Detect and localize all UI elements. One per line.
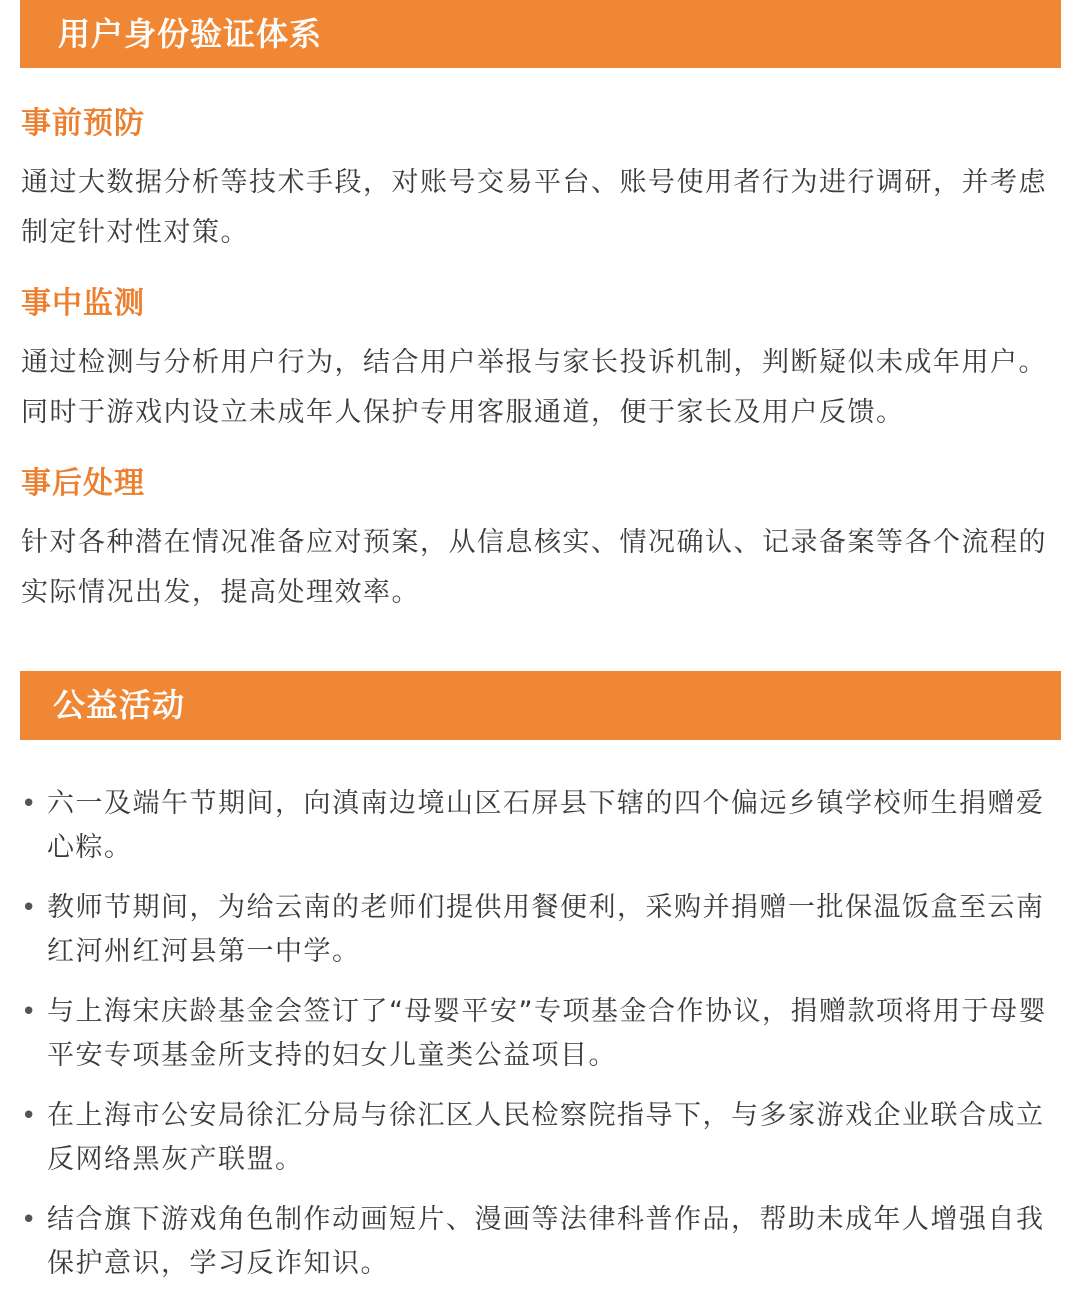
section-title: 用户身份验证体系 [58,15,323,53]
paragraph-prevention: 通过大数据分析等技术手段，对账号交易平台、账号使用者行为进行调研，并考虑制定针对性对策。 [21,167,1047,248]
list-item-text: 结合旗下游戏角色制作动画短片、漫画等法律科普作品，帮助未成年人增强自我保护意识，学习反诈知识。 [47,1204,1045,1279]
list-item-text: 在上海市公安局徐汇分局与徐汇区人民检察院指导下，与多家游戏企业联合成立反网络黑灰产联盟。 [47,1100,1045,1175]
paragraph-monitoring: 通过检测与分析用户行为，结合用户举报与家长投诉机制，判断疑似未成年用户。同时于游戏内设立未成年人保护专用客服通道，便于家长及用户反馈。 [21,347,1047,428]
bullet-icon: • [21,1101,38,1131]
list-item [20,782,1065,870]
list-item-text: 与上海宋庆龄基金会签订了“母婴平安”专项基金合作协议，捐赠款项将用于母婴平安专项基金所支持的妇女儿童类公益项目。 [47,996,1047,1071]
section-banner-public-welfare [20,671,1061,740]
welfare-activity-list [20,782,1065,1302]
bullet-icon: • [21,1205,38,1235]
subheading-prevention: 事前预防 [21,106,145,141]
list-item [20,886,1065,974]
section-banner-identity-verification [20,0,1061,68]
paragraph-handling: 针对各种潜在情况准备应对预案，从信息核实、情况确认、记录备案等各个流程的实际情况出发，提高处理效率。 [21,527,1047,608]
bullet-icon: • [21,893,38,923]
list-item [20,1198,1065,1286]
list-item-text: 六一及端午节期间，向滇南边境山区石屏县下辖的四个偏远乡镇学校师生捐赠爱心粽。 [47,788,1045,863]
list-item-text: 教师节期间，为给云南的老师们提供用餐便利，采购并捐赠一批保温饭盒至云南红河州红河县第一中学。 [47,892,1045,967]
list-item [20,990,1065,1078]
section-title: 公益活动 [53,686,186,724]
subheading-handling: 事后处理 [21,466,145,501]
subheading-monitoring: 事中监测 [21,286,145,321]
bullet-icon: • [21,789,38,819]
list-item [20,1094,1065,1182]
bullet-icon: • [21,997,38,1027]
